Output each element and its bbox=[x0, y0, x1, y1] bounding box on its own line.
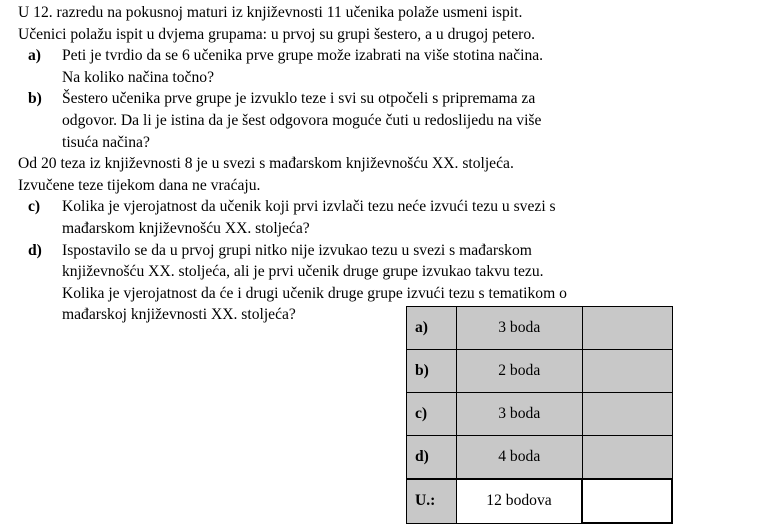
score-table bbox=[406, 306, 673, 524]
question-line: tisuća načina? bbox=[62, 133, 150, 151]
score-entry-cell bbox=[582, 350, 672, 393]
score-points: 3 boda bbox=[457, 393, 583, 436]
question-a bbox=[18, 45, 763, 88]
score-entry-cell bbox=[582, 393, 672, 436]
score-label: b) bbox=[407, 350, 457, 393]
question-line: Peti je tvrdio da se 6 učenika prve grupe može izabrati na više stotina načina. bbox=[62, 47, 544, 65]
question-line: Ispostavilo se da u prvoj grupi nitko nije izvukao tezu u svezi s mađarskom bbox=[62, 241, 532, 259]
score-label: d) bbox=[407, 436, 457, 480]
score-entry-cell bbox=[582, 436, 672, 480]
score-label: a) bbox=[407, 307, 457, 350]
total-points: 12 bodova bbox=[457, 479, 583, 523]
score-row-d bbox=[407, 436, 673, 480]
score-row-a bbox=[407, 307, 673, 350]
question-label: d) bbox=[28, 241, 42, 259]
score-points: 2 boda bbox=[457, 350, 583, 393]
score-label: c) bbox=[407, 393, 457, 436]
question-c bbox=[18, 196, 763, 239]
question-line: mađarskoj književnosti XX. stoljeća? bbox=[62, 306, 296, 324]
middle-paragraph bbox=[18, 153, 763, 196]
score-points: 3 boda bbox=[457, 307, 583, 350]
question-label: b) bbox=[28, 90, 42, 108]
question-line: književnošću XX. stoljeća, ali je prvi učenik druge grupe izvukao takvu tezu. bbox=[62, 263, 544, 281]
question-line: Šestero učenika prve grupe je izvuklo teze i svi su otpočeli s pripremama za bbox=[62, 90, 536, 108]
intro-line: U 12. razredu na pokusnoj maturi iz književnosti 11 učenika polaže usmeni ispit. bbox=[18, 4, 523, 21]
question-b bbox=[18, 88, 763, 153]
score-row-c bbox=[407, 393, 673, 436]
question-line: Kolika je vjerojatnost da učenik koji prvi izvlači tezu neće izvući tezu u svezi s bbox=[62, 198, 556, 216]
middle-line: Izvučene teze tijekom dana ne vraćaju. bbox=[18, 176, 261, 194]
intro-line: Učenici polažu ispit u dvjema grupama: u prvoj su grupi šestero, a u drugoj petero. bbox=[18, 25, 536, 43]
intro bbox=[18, 2, 763, 45]
question-line: odgovor. Da li je istina da je šest odgovora moguće čuti u redoslijedu na više bbox=[62, 111, 542, 129]
problem-text bbox=[18, 2, 763, 326]
score-row-total bbox=[407, 479, 673, 523]
score-row-b bbox=[407, 350, 673, 393]
total-entry-cell bbox=[582, 479, 672, 523]
total-label: U.: bbox=[407, 479, 457, 523]
question-line: Kolika je vjerojatnost da će i drugi učenik druge grupe izvući tezu s tematikom o bbox=[62, 284, 567, 302]
question-line: mađarskom književnošću XX. stoljeća? bbox=[62, 219, 310, 237]
middle-line: Od 20 teza iz književnosti 8 je u svezi s mađarskom književnošću XX. stoljeća. bbox=[18, 155, 514, 173]
question-label: a) bbox=[28, 47, 41, 65]
score-entry-cell bbox=[582, 307, 672, 350]
question-label: c) bbox=[28, 198, 41, 216]
question-line: Na koliko načina točno? bbox=[62, 68, 214, 86]
score-points: 4 boda bbox=[457, 436, 583, 480]
